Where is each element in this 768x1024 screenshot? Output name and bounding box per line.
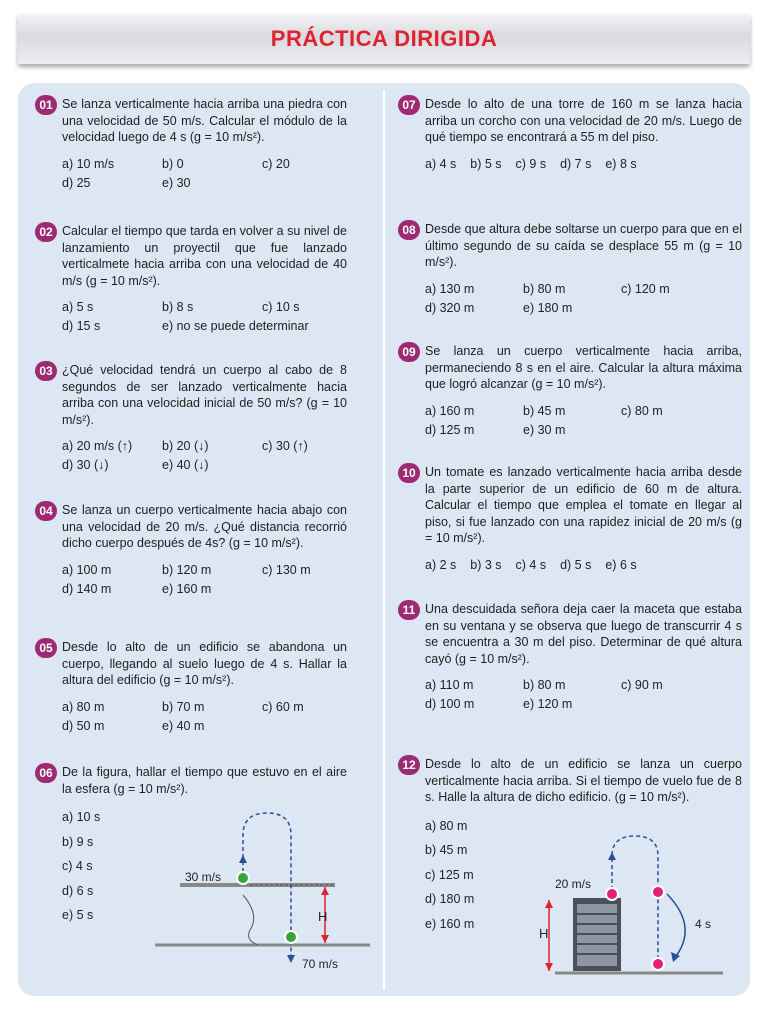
arrow-up-icon [321,887,329,895]
ball-end [285,931,297,943]
question-text: Desde lo alto de un edificio se lanza un cuerpo verticalmente hacia arriba. Si el tiempo de vuelo fue de 8 s. Halle la altura de dicho edificio. (g = 10 m/s²). [425,757,742,804]
option-a[interactable]: a) 4 s [425,156,457,171]
question-text: Una descuidada señora deja caer la maceta que estaba en su ventana y se observa que luego de transcurrir 4 s se encuentra a 30 m del piso. Determinar de qué altura cayó (g = 10 m/s²). [425,602,742,666]
question-number-badge: 11 [398,600,420,620]
option-a[interactable]: a) 20 m/s (↑) [62,439,133,453]
question-03 [35,362,347,475]
question-number-badge: 08 [398,220,420,240]
label-v1: 20 m/s [555,877,592,891]
option-d[interactable]: d) 7 s [560,156,592,171]
option-d[interactable]: d) 50 m [62,718,105,733]
question-08 [398,221,742,318]
option-a[interactable]: a) 110 m [425,678,474,692]
arrow-up-icon [545,900,553,908]
option-b[interactable]: b) 45 m [523,403,566,418]
option-c[interactable]: c) 130 m [262,562,311,577]
options [35,698,347,736]
option-e[interactable]: e) 160 m [425,916,475,931]
option-c[interactable]: c) 4 s [515,557,547,572]
ball-mid [652,886,664,898]
question-04 [35,502,347,599]
title-banner [18,14,750,64]
options [398,402,742,440]
options [35,298,347,336]
option-e[interactable]: e) 30 m [523,422,566,437]
option-e[interactable]: e) 40 m [162,718,205,733]
option-d[interactable]: d) 100 m [425,697,475,711]
label-v1: 30 m/s [185,870,222,884]
question-number-badge: 06 [35,763,57,783]
question-07 [398,96,742,174]
option-e[interactable]: e) 8 s [605,156,637,171]
option-c[interactable]: c) 9 s [515,156,547,171]
ball-start [606,888,618,900]
question-number-badge: 01 [35,95,57,115]
question-number-badge: 12 [398,755,420,775]
question-10 [398,464,742,575]
option-d[interactable]: d) 6 s [62,883,94,898]
option-b[interactable]: b) 70 m [162,699,205,714]
time-arc [667,894,685,960]
option-e[interactable]: e) 30 [162,175,191,190]
question-text: Se lanza un cuerpo verticalmente hacia abajo con una velocidad de 20 m/s. ¿Qué distancia recorrió dicho cuerpo después de 4s? (g = 10 m/s²). [62,503,347,550]
option-b[interactable]: b) 45 m [425,843,468,857]
option-d[interactable]: d) 180 m [425,892,475,906]
option-b[interactable]: b) 9 s [62,834,94,849]
option-b[interactable]: b) 8 s [162,300,194,314]
options [35,561,347,599]
option-c[interactable]: c) 20 [262,156,290,171]
option-e[interactable]: e) 40 (↓) [162,458,209,472]
option-d[interactable]: d) 125 m [425,422,475,437]
options [398,155,742,174]
arrow-up-icon [239,855,247,863]
question-text: Un tomate es lanzado verticalmente hacia arriba desde la parte superior de un edificio de 60 m de altura. Calcular el tiempo que emplea el tomate en llegar al piso, si fue lanzado con una rapidez inicial de 20 m/s (g = 10 m/s²). [425,465,742,545]
question-number-badge: 05 [35,638,57,658]
question-number-badge: 03 [35,361,57,381]
option-a[interactable]: a) 10 m/s [62,156,115,171]
option-a[interactable]: a) 100 m [62,562,112,577]
option-c[interactable]: c) 80 m [621,403,663,418]
option-b[interactable]: b) 0 [162,156,184,171]
option-e[interactable]: e) 5 s [62,908,94,922]
question-number-badge: 10 [398,463,420,483]
question-05 [35,639,347,736]
question-number-badge: 09 [398,342,420,362]
options [35,437,347,475]
option-c[interactable]: c) 90 m [621,678,663,692]
cliff-edge [243,895,258,945]
question-number-badge: 07 [398,95,420,115]
option-c[interactable]: c) 4 s [62,859,93,873]
option-d[interactable]: d) 5 s [560,557,592,572]
label-h: H [318,909,328,924]
arrow-down-icon [545,963,553,971]
option-c[interactable]: c) 10 s [262,300,300,314]
option-a[interactable]: a) 80 m [62,699,105,714]
arrow-down-icon [321,935,329,943]
question-text: Desde lo alto de un edificio se abandona un cuerpo, llegando al suelo luego de 4 s. Hallar la altura del edificio (g = 10 m/s²). [62,640,347,687]
options [35,155,347,193]
label-v2: 70 m/s [302,957,339,971]
ball-end [652,958,664,970]
options [398,280,742,318]
option-e[interactable]: e) 120 m [523,697,573,711]
options [398,676,742,714]
question-09 [398,343,742,440]
question-number-badge: 02 [35,222,57,242]
option-c[interactable]: c) 60 m [262,699,304,714]
option-a[interactable]: a) 160 m [425,403,475,418]
option-b[interactable]: b) 5 s [470,156,502,171]
figure-q12 [535,828,725,980]
question-number-badge: 04 [35,501,57,521]
question-01 [35,96,347,193]
ball-start [237,872,249,884]
option-a[interactable]: a) 5 s [62,300,94,314]
option-e[interactable]: e) 180 m [523,300,573,315]
option-d[interactable]: d) 15 s [62,319,101,333]
option-c[interactable]: c) 125 m [425,867,474,882]
option-b[interactable]: b) 20 (↓) [162,439,209,453]
column-divider [383,90,385,990]
arrow-up-icon [608,852,616,860]
figure-q06 [150,805,375,980]
option-e[interactable]: e) 160 m [162,581,212,596]
option-c[interactable]: c) 120 m [621,281,670,296]
question-text: De la figura, hallar el tiempo que estuvo en el aire la esfera (g = 10 m/s²). [62,765,347,796]
option-b[interactable]: b) 120 m [162,562,212,577]
option-a[interactable]: a) 10 s [62,810,101,824]
option-c[interactable]: c) 30 (↑) [262,439,308,453]
question-text: Se lanza verticalmente hacia arriba una piedra con una velocidad de 50 m/s. Calcular el módulo de la velocidad luego de 4 s (g = 10 m/s²). [62,97,347,144]
option-d[interactable]: d) 140 m [62,581,112,596]
option-d[interactable]: d) 30 (↓) [62,458,109,472]
option-e[interactable]: e) 6 s [605,557,637,572]
option-b[interactable]: b) 80 m [523,678,566,692]
option-b[interactable]: b) 3 s [470,557,502,572]
option-a[interactable]: a) 130 m [425,281,475,296]
question-text: Se lanza un cuerpo verticalmente hacia arriba, permaneciendo 8 s en el aire. Calcular la altura máxima que logró alcanzar (g = 10 m/s²). [425,344,742,391]
label-h: H [539,926,549,941]
page-title: PRÁCTICA DIRIGIDA [270,26,498,51]
question-text: Desde lo alto de una torre de 160 m se lanza hacia arriba un corcho con una velocidad de 20 m/s. Luego de qué tiempo se encontrará a 55 m del piso. [425,97,742,144]
option-a[interactable]: a) 2 s [425,557,457,572]
option-d[interactable]: d) 25 [62,175,91,190]
label-time: 4 s [695,917,712,931]
options [398,556,742,575]
option-e[interactable]: e) no se puede determinar [162,319,309,333]
question-text: Desde que altura debe soltarse un cuerpo para que en el último segundo de su caída se desplace 55 m (g = 10 m/s²). [425,222,742,269]
question-text: Calcular el tiempo que tarda en volver a su nivel de lanzamiento un proyectil que fue lanzado verticalmete hacia arriba con una velocidad de 40 m/s (g = 10 m/s²). [62,224,347,288]
question-text: ¿Qué velocidad tendrá un cuerpo al cabo de 8 segundos de ser lanzado verticalmente hacia arriba con una velocidad inicial de 50 m/s? (g = 10 m/s²). [62,363,347,427]
option-a[interactable]: a) 80 m [425,818,468,833]
question-11 [398,601,742,714]
question-02 [35,223,347,336]
option-d[interactable]: d) 320 m [425,300,475,315]
arrow-down-icon [287,955,295,963]
option-b[interactable]: b) 80 m [523,281,566,296]
